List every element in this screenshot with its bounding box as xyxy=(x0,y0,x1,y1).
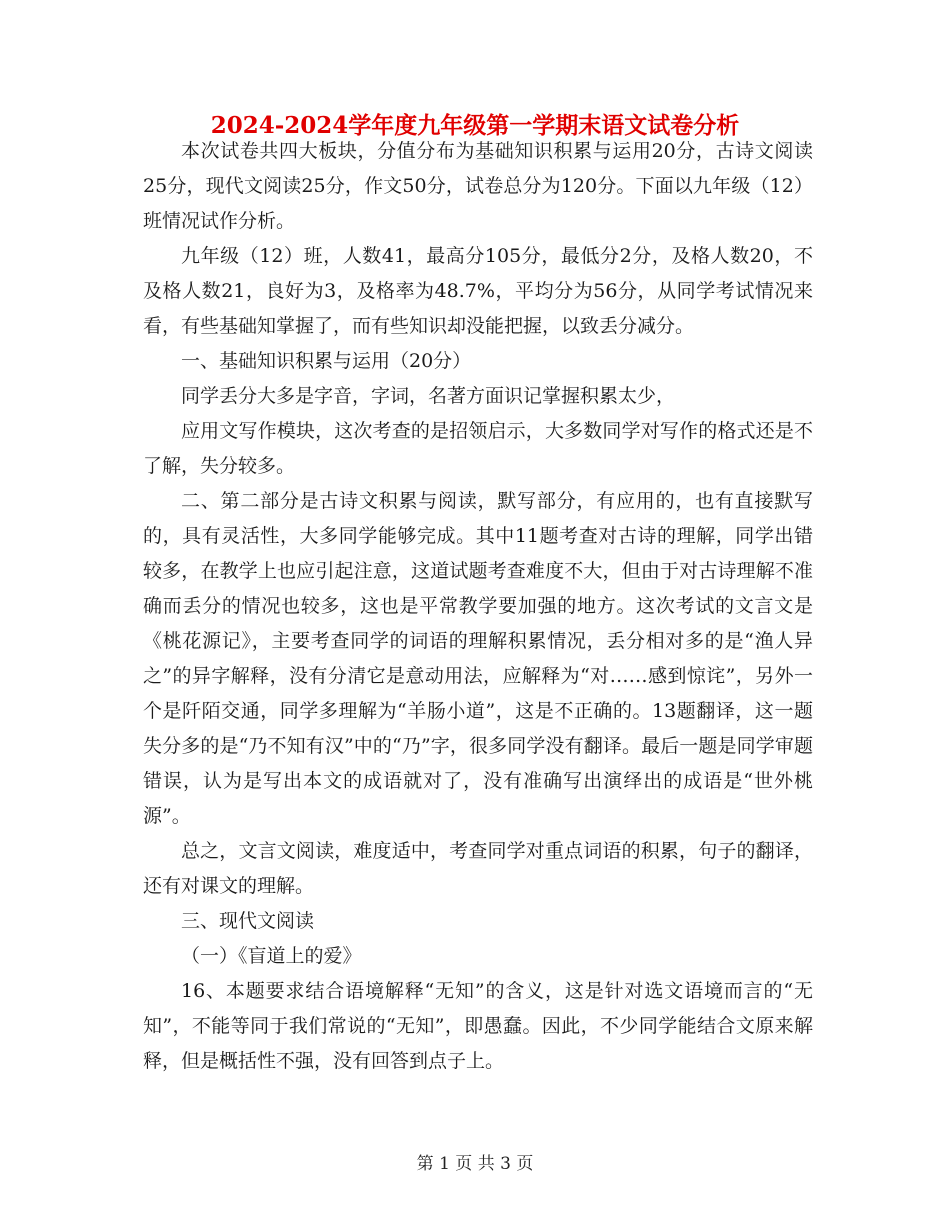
paragraph-classical: 二、第二部分是古诗文积累与阅读，默写部分，有应用的，也有直接默写的，具有灵活性，大多同学能够完成。其中11题考查对古诗的理解，同学出错较多，在教学上也应引起注意，这道试题考查难度不大，但由于对古诗理解不准确而丢分的情况也较多，这也是平常教学要加强的地方。这次考试的文言文是《桃花源记》，主要考查同学的词语的理解积累情况，丢分相对多的是“渔人异之”的异字解释，没有分清它是意动用法，应解释为“对……感到惊诧”，另外一个是阡陌交通，同学多理解为“羊肠小道”，这是不正确的。13题翻译，这一题失分多的是“乃不知有汉”中的“乃”字，很多同学没有翻译。最后一题是同学审题错误，认为是写出本文的成语就对了，没有准确写出演绎出的成语是“世外桃源”。 xyxy=(143,490,813,827)
paragraph-basics-1: 同学丢分大多是字音，字词，名著方面识记掌握积累太少， xyxy=(181,385,676,407)
paragraph-summary: 总之，文言文阅读，难度适中，考查同学对重点词语的积累，句子的翻译，还有对课文的理解。 xyxy=(143,840,813,897)
document-body xyxy=(143,134,813,1079)
paragraph-class-stats: 九年级（12）班，人数41，最高分105分，最低分2分，及格人数20，不及格人数21，良好为3，及格率为48.7%，平均分为56分，从同学考试情况来看，有些基础知掌握了，而有些知识却没能把握，以致丢分减分。 xyxy=(143,245,813,337)
page-number-footer: 第 1 页 共 3 页 xyxy=(416,1154,534,1174)
paragraph-intro: 本次试卷共四大板块，分值分布为基础知识积累与运用20分，古诗文阅读25分，现代文阅读25分，作文50分，试卷总分为120分。下面以九年级（12）班情况试作分析。 xyxy=(143,140,813,232)
section-heading-modern: 三、现代文阅读 xyxy=(181,910,315,932)
section-heading-basics: 一、基础知识积累与运用（20分） xyxy=(181,350,472,372)
paragraph-question-16: 16、本题要求结合语境解释“无知”的含义，这是针对选文语境而言的“无知”，不能等同于我们常说的“无知”，即愚蠢。因此，不少同学能结合文原来解释，但是概括性不强，没有回答到点子上。 xyxy=(143,980,813,1072)
subsection-heading: （一）《盲道上的爱》 xyxy=(181,945,362,967)
document-title: 2024-2024学年度九年级第一学期末语文试卷分析 xyxy=(210,112,740,139)
paragraph-basics-2: 应用文写作模块，这次考查的是招领启示，大多数同学对写作的格式还是不了解，失分较多。 xyxy=(143,420,813,477)
